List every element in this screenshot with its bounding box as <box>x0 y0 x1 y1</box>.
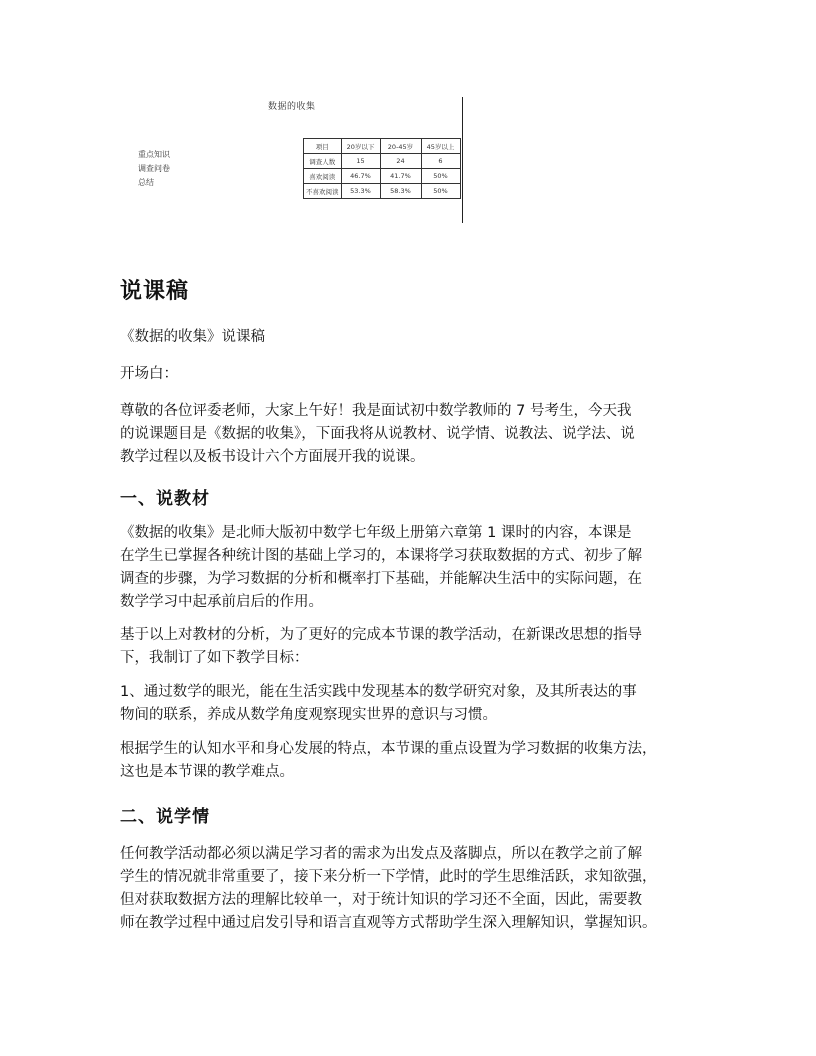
board-note: 调查问卷 <box>138 164 170 173</box>
paragraph-line: 物间的联系，养成从数学角度观察现实世界的意识与习惯。 <box>120 707 497 723</box>
textbook-paragraph-3 <box>120 681 710 727</box>
paragraph-line: 《数据的收集》是北师大版初中数学七年级上册第六章第 1 课时的内容，本课是 <box>120 525 632 541</box>
table-cell: 不喜欢阅读 <box>304 184 342 199</box>
paragraph-line: 但对获取数据方法的理解比较单一，对于统计知识的学习还不全面，因此，需要教 <box>120 892 642 908</box>
table-cell: 24 <box>380 154 421 169</box>
board-title: 数据的收集 <box>268 102 316 112</box>
table-cell: 50% <box>421 184 460 199</box>
table-cell: 15 <box>341 154 380 169</box>
paragraph-line: 根据学生的认知水平和身心发展的特点，本节课的重点设置为学习数据的收集方法， <box>120 741 657 757</box>
table-cell: 46.7% <box>341 169 380 184</box>
paragraph-line: 在学生已掌握各种统计图的基础上学习的，本课将学习获取数据的方式、初步了解 <box>120 548 642 564</box>
paragraph-line: 尊敬的各位评委老师，大家上午好！我是面试初中数学教师的 7 号考生，今天我 <box>120 403 632 419</box>
opening-paragraph <box>120 400 710 469</box>
board-note: 重点知识 <box>138 150 170 159</box>
paragraph-line: 教学过程以及板书设计六个方面展开我的说课。 <box>120 449 425 465</box>
paragraph-line: 学生的情况就非常重要了，接下来分析一下学情，此时的学生思维活跃，求知欲强， <box>120 869 657 885</box>
board-note: 总结 <box>138 178 154 187</box>
paragraph-line: 师在教学过程中通过启发引导和语言直观等方式帮助学生深入理解知识，掌握知识。 <box>120 915 657 931</box>
section-heading-students: 二、说学情 <box>120 807 210 827</box>
table-cell: 41.7% <box>380 169 421 184</box>
paragraph-line: 调查的步骤，为学习数据的分析和概率打下基础，并能解决生活中的实际问题，在 <box>120 571 642 587</box>
table-cell: 58.3% <box>380 184 421 199</box>
board-left-notes <box>138 148 170 190</box>
paragraph-line: 这也是本节课的教学难点。 <box>120 764 294 780</box>
students-paragraph-1 <box>120 843 710 935</box>
survey-table <box>303 138 461 199</box>
paragraph-line: 数学学习中起承前启后的作用。 <box>120 594 323 610</box>
section-heading-textbook: 一、说教材 <box>120 489 210 509</box>
table-cell: 调查人数 <box>304 154 342 169</box>
doc-subtitle: 《数据的收集》说课稿 <box>120 329 265 345</box>
table-cell: 喜欢阅读 <box>304 169 342 184</box>
textbook-paragraph-1 <box>120 522 710 614</box>
table-cell: 50% <box>421 169 460 184</box>
table-cell: 53.3% <box>341 184 380 199</box>
table-row <box>304 169 461 184</box>
table-header-cell: 45岁以上 <box>421 139 460 154</box>
table-row <box>304 154 461 169</box>
paragraph-line: 下，我制订了如下教学目标： <box>120 650 309 666</box>
table-header-cell: 项目 <box>304 139 342 154</box>
table-header-row <box>304 139 461 154</box>
opening-label: 开场白： <box>120 366 178 382</box>
paragraph-line: 任何教学活动都必须以满足学习者的需求为出发点及落脚点，所以在教学之前了解 <box>120 846 642 862</box>
table-header-cell: 20-45岁 <box>380 139 421 154</box>
textbook-paragraph-2 <box>120 624 710 670</box>
textbook-paragraph-4 <box>120 738 710 784</box>
paragraph-line: 的说课题目是《数据的收集》，下面我将从说教材、说学情、说教法、说学法、说 <box>120 426 635 442</box>
table-cell: 6 <box>421 154 460 169</box>
paragraph-line: 基于以上对教材的分析，为了更好的完成本节课的教学活动，在新课改思想的指导 <box>120 627 642 643</box>
board-design-sketch <box>0 0 816 240</box>
page-title: 说课稿 <box>120 279 190 304</box>
board-divider <box>462 97 463 223</box>
table-row <box>304 184 461 199</box>
paragraph-line: 1、通过数学的眼光，能在生活实践中发现基本的数学研究对象，及其所表达的事 <box>120 684 637 700</box>
table-header-cell: 20岁以下 <box>341 139 380 154</box>
